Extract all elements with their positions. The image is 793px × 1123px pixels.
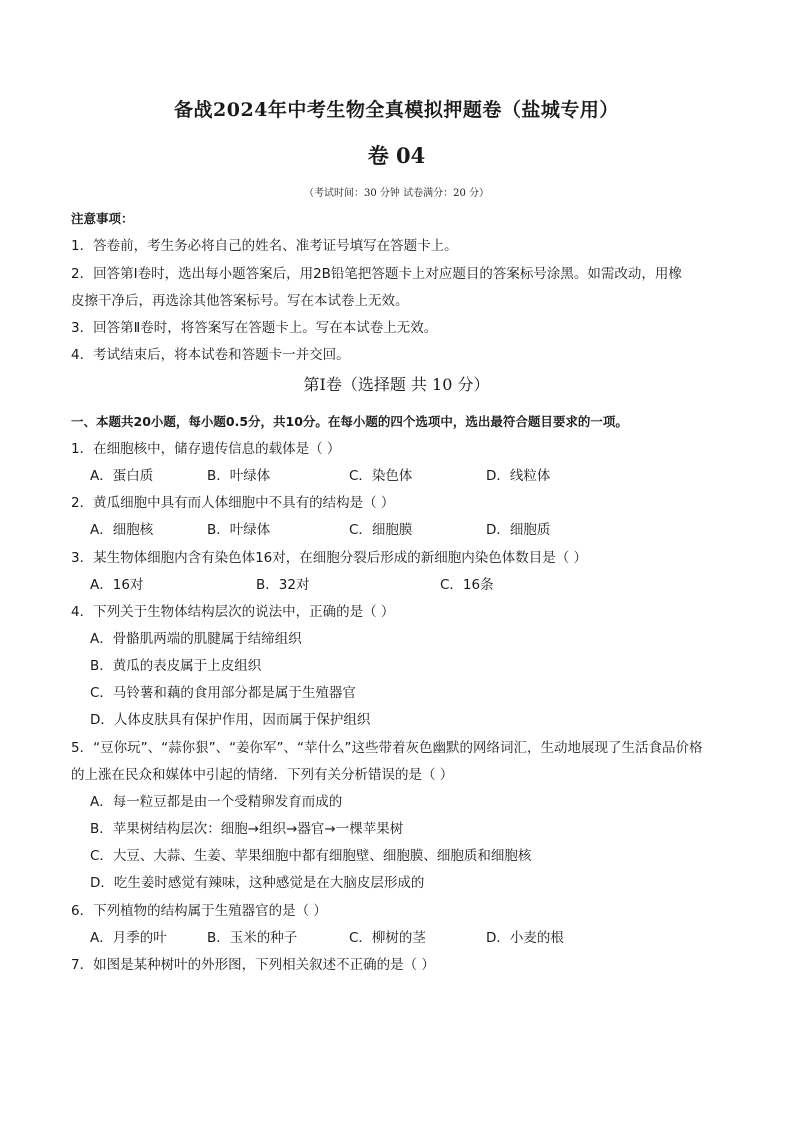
option: C．16条 [440,577,494,593]
option: C．马铃薯和藕的食用部分都是属于生殖器官 [90,685,356,701]
option: D．细胞质 [486,522,551,538]
question-stem: 5．“豆你玩”、“蒜你狠”、“姜你军”、“苹什么”这些带着灰色幽默的网络词汇，生动地展现了生活食品价格 [71,740,703,756]
option: A．每一粒豆都是由一个受精卵发育而成的 [90,794,343,810]
exam-title: 备战2024年中考生物全真模拟押题卷（盐城专用） [174,99,619,121]
note-item: 1．答卷前，考生务必将自己的姓名、准考证号填写在答题卡上。 [71,238,458,254]
note-item: 3．回答第Ⅱ卷时，将答案写在答题卡上。写在本试卷上无效。 [71,320,438,336]
notes-heading: 注意事项： [71,211,134,226]
option: B．32对 [256,577,310,593]
option: A．细胞核 [90,522,154,538]
section-intro: 一、本题共20小题，每小题0.5分，共10分。在每小题的四个选项中，选出最符合题目要求的一项。 [71,414,628,429]
question-stem: 4．下列关于生物体结构层次的说法中，正确的是（ ） [71,604,395,620]
option: D．小麦的根 [486,930,564,946]
option: A．月季的叶 [90,930,167,946]
option: B．叶绿体 [207,468,271,484]
exam-subtitle: 卷 04 [367,143,426,168]
note-item: 4．考试结束后，将本试卷和答题卡一并交回。 [71,347,350,363]
option: B．黄瓜的表皮属于上皮组织 [90,658,262,674]
question-stem: 7．如图是某种树叶的外形图，下列相关叙述不正确的是（ ） [71,957,435,973]
question-stem: 2．黄瓜细胞中具有而人体细胞中不具有的结构是（ ） [71,495,395,511]
option: C．染色体 [349,468,413,484]
question-stem-continued: 的上涨在民众和媒体中引起的情绪．下列有关分析错误的是（ ） [71,767,454,783]
option: D．吃生姜时感觉有辣味，这种感觉是在大脑皮层形成的 [90,875,425,891]
option: A．蛋白质 [90,468,154,484]
option: B．叶绿体 [207,522,271,538]
option: C．大豆、大蒜、生姜、苹果细胞中都有细胞壁、细胞膜、细胞质和细胞核 [90,848,532,864]
option: B．苹果树结构层次：细胞→组织→器官→一棵苹果树 [90,821,404,837]
option: C．柳树的茎 [349,930,426,946]
question-stem: 3．某生物体细胞内含有染色体16对，在细胞分裂后形成的新细胞内染色体数目是（ ） [71,550,588,566]
option: D．人体皮肤具有保护作用，因而属于保护组织 [90,712,371,728]
exam-info: （考试时间：30 分钟 试卷满分：20 分） [304,188,489,199]
question-stem: 6．下列植物的结构属于生殖器官的是（ ） [71,903,327,919]
option: D．线粒体 [486,468,551,484]
option: A．骨骼肌两端的肌腱属于结缔组织 [90,631,302,647]
note-item: 2．回答第Ⅰ卷时，选出每小题答案后，用2B铅笔把答题卡上对应题目的答案标号涂黑。如需改动，用橡 [71,266,682,282]
option: B．玉米的种子 [207,930,298,946]
question-stem: 1．在细胞核中，储存遗传信息的载体是（ ） [71,441,341,457]
option: A．16对 [90,577,144,593]
section-title: 第Ⅰ卷（选择题 共 10 分） [303,375,490,394]
option: C．细胞膜 [349,522,413,538]
note-item: 皮擦干净后，再选涂其他答案标号。写在本试卷上无效。 [71,293,409,309]
